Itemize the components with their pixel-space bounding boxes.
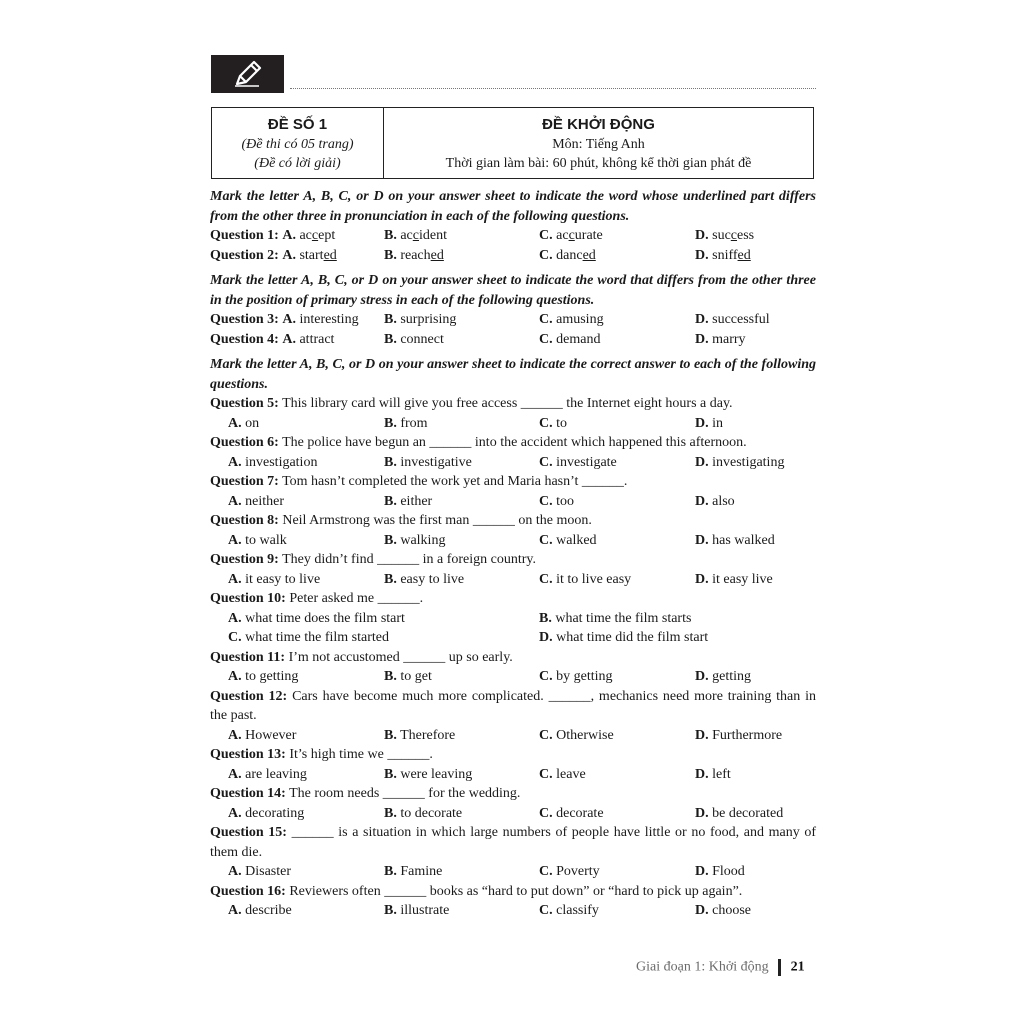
option-text: investigating <box>712 454 785 470</box>
option-text: leave <box>556 766 586 782</box>
answer-option <box>384 453 472 473</box>
option-letter: D. <box>695 805 709 821</box>
option-text: ac <box>299 228 312 243</box>
question-9-options <box>210 570 816 590</box>
option-text: Furthermore <box>712 727 783 743</box>
question-8-stem: Question 8: Neil Armstrong was the first man ______ on the moon. <box>210 513 592 528</box>
option-text: also <box>712 493 735 509</box>
exam-title: ĐỀ KHỞI ĐỘNG <box>542 116 655 133</box>
option-text: attract <box>299 331 335 347</box>
option-text: urate <box>574 228 603 243</box>
answer-option <box>695 330 746 350</box>
option-text: were leaving <box>400 766 473 782</box>
option-text: neither <box>245 493 284 509</box>
footer-divider <box>778 959 781 976</box>
option-letter: B. <box>384 571 397 587</box>
option-letter: B. <box>539 610 552 626</box>
question-label: Question 15: <box>210 825 287 840</box>
question-12-stem: Question 12: Cars have become much more complicated. ______, mechanics need more training than in the past. <box>210 688 817 723</box>
question-5-stem: Question 5: This library card will give you free access ______ the Internet eight hours a day. <box>210 396 733 411</box>
question-label: Question 16: <box>210 883 286 899</box>
option-text: ident <box>419 228 447 243</box>
option-text: Flood <box>712 864 745 879</box>
question-label: Question 7: <box>210 474 279 489</box>
option-text: amusing <box>556 312 604 327</box>
option-text: ed <box>430 247 444 263</box>
answer-option <box>539 765 586 785</box>
question-label: Question 8: <box>210 513 279 528</box>
question-8-options <box>210 531 816 551</box>
option-text: reach <box>400 247 431 263</box>
answer-option <box>210 226 335 246</box>
question-7-stem: Question 7: Tom hasn’t completed the work yet and Maria hasn’t ______. <box>210 474 628 489</box>
option-letter: D. <box>695 331 709 347</box>
answer-option <box>384 570 464 590</box>
answer-option <box>695 310 770 330</box>
answer-option <box>695 726 782 746</box>
answer-option <box>539 804 604 824</box>
question-5-options <box>210 414 816 434</box>
option-letter: A. <box>228 571 242 587</box>
answer-option <box>695 901 751 921</box>
instruction-correct-answer: Mark the letter A, B, C, or D on your answer sheet to indicate the correct answer to each of the following questions. <box>210 357 816 392</box>
option-letter: C. <box>539 247 553 263</box>
question-label: Question 2: <box>210 247 279 263</box>
option-letter: C. <box>539 805 553 821</box>
option-text: it easy to live <box>245 571 321 587</box>
answer-option <box>228 628 389 648</box>
option-text: c <box>311 228 319 243</box>
option-letter: D. <box>695 532 709 548</box>
question-15-options <box>210 862 816 882</box>
answer-option <box>539 226 603 246</box>
option-letter: D. <box>695 669 709 684</box>
question-14-options <box>210 804 816 824</box>
exam-subject: Môn: Tiếng Anh <box>552 137 645 152</box>
answer-option <box>228 726 296 746</box>
option-text: Therefore <box>400 727 456 743</box>
answer-option <box>695 765 731 785</box>
answer-option <box>539 628 708 648</box>
option-text: what time the film started <box>245 630 389 645</box>
option-text: what time did the film start <box>556 630 709 645</box>
option-text: ed <box>737 247 751 263</box>
option-text: be decorated <box>712 805 784 821</box>
option-letter: C. <box>539 903 553 918</box>
exam-number: ĐỀ SỐ 1 <box>267 116 328 133</box>
answer-option <box>695 246 751 266</box>
option-text: ept <box>318 228 336 243</box>
question-14-stem: Question 14: The room needs ______ for the wedding. <box>210 786 521 801</box>
question-2 <box>210 246 816 266</box>
instruction-stress: Mark the letter A, B, C, or D on your answer sheet to indicate the word that differs from the other three in the position of primary stress in each of the following questions. <box>210 273 816 308</box>
option-text: ac <box>400 228 413 243</box>
option-letter: B. <box>384 454 397 470</box>
answer-option <box>695 862 745 882</box>
option-letter: C. <box>539 864 553 879</box>
option-text: interesting <box>299 312 359 327</box>
option-letter: B. <box>384 727 397 743</box>
question-9-stem: Question 9: They didn’t find ______ in a foreign country. <box>210 552 536 567</box>
question-label: Question 14: <box>210 786 286 801</box>
page-footer <box>636 959 805 976</box>
option-text: successful <box>712 312 770 327</box>
option-letter: C. <box>539 669 553 684</box>
pencil-header-block <box>211 55 284 93</box>
answer-option <box>539 246 596 266</box>
answer-option <box>384 901 449 921</box>
option-letter: C. <box>539 331 553 347</box>
option-letter: A. <box>228 610 242 626</box>
question-6-options <box>210 453 816 473</box>
option-letter: D. <box>695 571 709 587</box>
answer-option <box>228 414 259 434</box>
answer-option <box>228 531 287 551</box>
answer-option <box>539 414 567 434</box>
answer-option <box>228 804 304 824</box>
option-letter: C. <box>539 454 553 470</box>
option-letter: B. <box>384 228 397 243</box>
answer-option <box>539 531 597 551</box>
answer-option <box>539 492 574 512</box>
option-letter: D. <box>695 312 709 327</box>
answer-option <box>384 862 442 882</box>
option-text: decorating <box>245 805 305 821</box>
option-letter: D. <box>539 630 553 645</box>
question-label: Question 6: <box>210 435 279 450</box>
option-text: on <box>245 415 260 431</box>
answer-option <box>228 492 284 512</box>
option-text: what time the film starts <box>555 610 692 626</box>
option-letter: A. <box>228 903 242 918</box>
option-letter: A. <box>228 532 242 548</box>
option-text: illustrate <box>400 903 450 918</box>
option-text: to decorate <box>400 805 463 821</box>
question-16-options <box>210 901 816 921</box>
option-letter: C. <box>539 415 553 431</box>
option-text: marry <box>712 331 746 347</box>
option-letter: A. <box>228 766 242 782</box>
answer-option <box>539 609 691 629</box>
option-text: suc <box>712 228 731 243</box>
option-text: to walk <box>245 532 287 548</box>
option-text: c <box>730 228 738 243</box>
question-label: Question 4: <box>210 331 279 347</box>
option-text: describe <box>245 903 292 918</box>
option-text: c <box>568 228 575 243</box>
answer-option <box>228 667 298 687</box>
option-letter: B. <box>384 415 397 431</box>
option-text: However <box>245 727 297 743</box>
answer-option <box>695 453 784 473</box>
answer-option <box>384 414 428 434</box>
option-letter: D. <box>695 454 709 470</box>
option-text: danc <box>556 247 583 263</box>
option-text: choose <box>712 903 752 918</box>
option-text: investigate <box>556 454 617 470</box>
option-text: classify <box>556 903 599 918</box>
option-text: from <box>400 415 428 431</box>
option-letter: A. <box>228 493 242 509</box>
question-10-stem: Question 10: Peter asked me ______. <box>210 591 424 606</box>
answer-option <box>539 453 617 473</box>
option-text: Disaster <box>245 864 292 879</box>
answer-option <box>384 804 462 824</box>
option-text: has walked <box>712 532 775 548</box>
option-letter: B. <box>384 532 397 548</box>
answer-option <box>695 804 783 824</box>
pencil-icon <box>233 60 263 88</box>
option-letter: A. <box>228 727 242 743</box>
option-letter: D. <box>695 766 709 782</box>
question-11-options <box>210 667 816 687</box>
option-letter: A. <box>282 247 296 263</box>
option-letter: C. <box>539 532 553 548</box>
question-15-stem: Question 15: ______ is a situation in which large numbers of people have little or no food, and many of them die. <box>210 825 816 860</box>
answer-option <box>384 726 455 746</box>
option-text: getting <box>712 669 752 684</box>
option-letter: A. <box>228 454 242 470</box>
answer-option <box>228 862 291 882</box>
option-letter: B. <box>384 805 397 821</box>
instruction-pronunciation: Mark the letter A, B, C, or D on your answer sheet to indicate the word whose underlined part differs from the other three in pronunciation in each of the following questions. <box>210 189 816 224</box>
option-letter: A. <box>282 331 296 347</box>
answer-option <box>539 862 600 882</box>
question-label: Question 10: <box>210 591 286 606</box>
option-letter: C. <box>539 766 553 782</box>
option-letter: B. <box>384 903 397 918</box>
option-text: it easy live <box>712 571 773 587</box>
option-text: to getting <box>245 669 299 684</box>
page-number: 21 <box>790 959 805 975</box>
option-letter: C. <box>539 727 553 743</box>
option-letter: B. <box>384 312 397 327</box>
question-label: Question 9: <box>210 552 279 567</box>
option-text: to <box>556 415 568 431</box>
option-text: in <box>712 415 724 431</box>
option-letter: C. <box>228 630 242 645</box>
question-13-stem: Question 13: It’s high time we ______. <box>210 747 433 762</box>
exam-time: Thời gian làm bài: 60 phút, không kể thời gian phát đề <box>445 156 752 171</box>
option-text: too <box>556 493 575 509</box>
option-letter: D. <box>695 864 709 879</box>
option-letter: A. <box>228 864 242 879</box>
option-text: ess <box>737 228 755 243</box>
option-letter: B. <box>384 247 397 263</box>
option-text: Otherwise <box>556 727 614 743</box>
answer-option <box>384 492 432 512</box>
question-label: Question 12: <box>210 688 288 704</box>
option-letter: B. <box>384 864 397 879</box>
answer-option <box>695 531 775 551</box>
option-text: start <box>299 247 324 263</box>
question-label: Question 1: <box>210 228 279 243</box>
option-letter: B. <box>384 331 397 347</box>
question-7-options <box>210 492 816 512</box>
option-letter: D. <box>695 903 709 918</box>
page-count-note: (Đề thi có 05 trang) <box>241 137 354 152</box>
option-text: it to live easy <box>556 571 632 587</box>
option-text: ed <box>582 247 596 263</box>
question-10-options-cd <box>210 628 816 648</box>
option-text: investigation <box>245 454 318 470</box>
question-6-stem: Question 6: The police have begun an ______ into the accident which happened this afternoon. <box>210 435 747 450</box>
question-12-options <box>210 726 816 746</box>
option-text: ed <box>323 247 337 263</box>
option-letter: D. <box>695 247 709 263</box>
answer-option <box>539 330 600 350</box>
option-letter: C. <box>539 493 553 509</box>
option-letter: D. <box>695 415 709 431</box>
answer-option <box>210 330 334 350</box>
option-letter: B. <box>384 766 397 782</box>
option-text: to get <box>400 669 432 684</box>
answer-option <box>695 414 723 434</box>
answer-option <box>210 246 337 266</box>
question-label: Question 5: <box>210 396 279 411</box>
option-letter: C. <box>539 571 553 587</box>
option-letter: B. <box>384 669 397 684</box>
exam-header-right <box>384 108 813 178</box>
option-text: surprising <box>400 312 457 327</box>
option-text: easy to live <box>400 571 465 587</box>
option-letter: D. <box>695 493 709 509</box>
answer-option <box>384 246 444 266</box>
option-letter: D. <box>695 727 709 743</box>
option-text: decorate <box>556 805 604 821</box>
option-text: left <box>712 766 731 782</box>
answer-note: (Đề có lời giải) <box>254 156 341 171</box>
answer-option <box>384 330 444 350</box>
answer-option <box>384 531 445 551</box>
option-text: what time does the film start <box>245 610 405 626</box>
dotted-rule <box>290 88 816 89</box>
option-text: connect <box>400 331 444 347</box>
option-text: walking <box>400 532 446 548</box>
answer-option <box>384 226 447 246</box>
answer-option <box>228 609 405 629</box>
option-text: are leaving <box>245 766 307 782</box>
question-1 <box>210 226 816 246</box>
question-4 <box>210 330 816 350</box>
option-letter: B. <box>384 493 397 509</box>
option-letter: D. <box>695 228 709 243</box>
option-text: demand <box>556 331 601 347</box>
option-text: Poverty <box>556 864 600 879</box>
answer-option <box>695 570 773 590</box>
option-letter: A. <box>228 415 242 431</box>
answer-option <box>539 310 604 330</box>
answer-option <box>228 453 317 473</box>
option-letter: A. <box>282 312 296 327</box>
answer-option <box>384 667 432 687</box>
option-letter: A. <box>282 228 296 243</box>
question-13-options <box>210 765 816 785</box>
option-text: Famine <box>400 864 443 879</box>
answer-option <box>384 310 456 330</box>
option-letter: A. <box>228 805 242 821</box>
answer-option <box>695 226 754 246</box>
option-text: sniff <box>712 247 738 263</box>
answer-option <box>695 492 735 512</box>
exam-header-box <box>211 107 814 179</box>
option-text: c <box>412 228 419 243</box>
question-11-stem: Question 11: I’m not accustomed ______ up so early. <box>210 649 513 665</box>
option-text: investigative <box>400 454 472 470</box>
option-text: walked <box>556 532 597 548</box>
option-letter: C. <box>539 228 553 243</box>
footer-section-title: Giai đoạn 1: Khởi động <box>636 959 769 975</box>
answer-option <box>539 667 613 687</box>
question-label: Question 3: <box>210 312 279 327</box>
option-text: ac <box>556 228 569 243</box>
option-letter: A. <box>228 669 242 684</box>
answer-option <box>228 765 307 785</box>
question-10-options-ab <box>210 609 816 629</box>
exam-header-left <box>212 108 384 178</box>
answer-option <box>539 570 631 590</box>
option-text: either <box>400 493 433 509</box>
answer-option <box>539 901 599 921</box>
answer-option <box>228 901 292 921</box>
option-text: by getting <box>556 669 613 684</box>
question-3 <box>210 310 816 330</box>
question-label: Question 13: <box>210 747 286 762</box>
question-16-stem: Question 16: Reviewers often ______ books as “hard to put down” or “hard to pick up again”. <box>210 883 743 899</box>
option-letter: C. <box>539 312 553 327</box>
answer-option <box>384 765 472 785</box>
answer-option <box>228 570 320 590</box>
question-label: Question 11: <box>210 649 286 665</box>
questions-content <box>210 187 816 921</box>
answer-option <box>695 667 751 687</box>
answer-option <box>210 310 359 330</box>
answer-option <box>539 726 614 746</box>
